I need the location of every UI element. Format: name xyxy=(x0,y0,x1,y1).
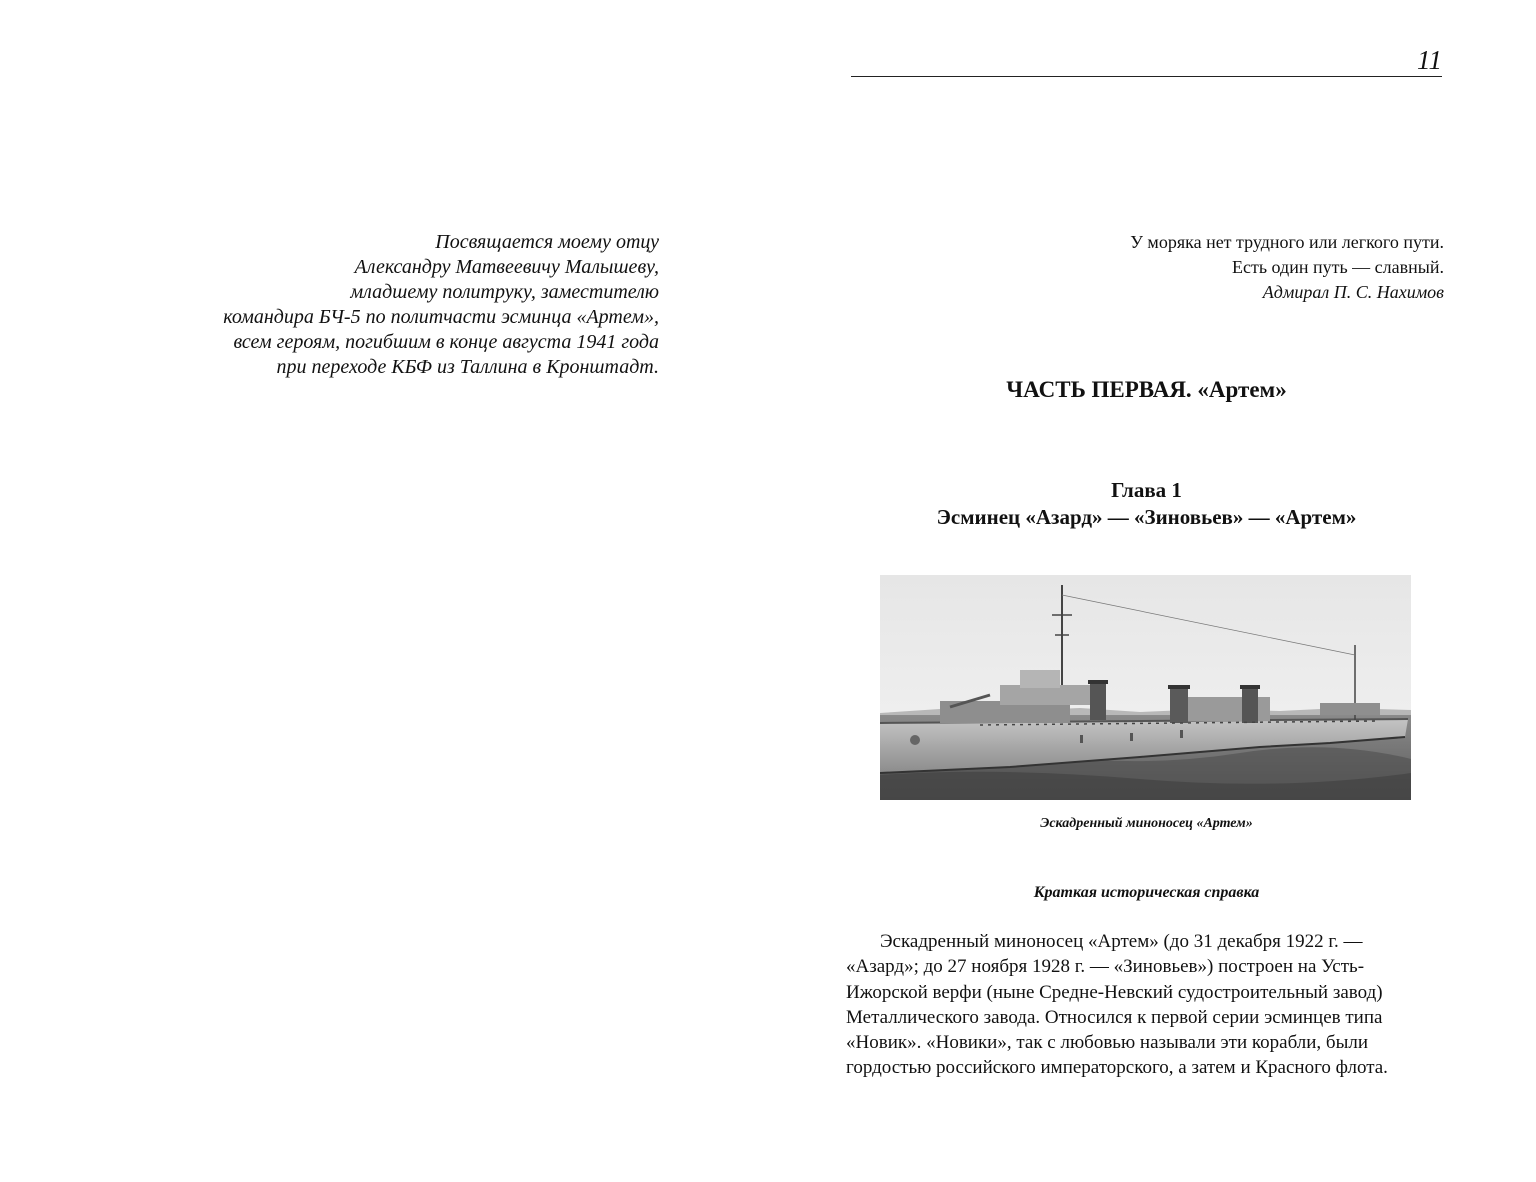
section-title: Краткая историческая справка xyxy=(1033,884,1260,901)
dedication-line: Посвящается моему отцу xyxy=(435,231,659,253)
epigraph-line: У моряка нет трудного или легкого пути. xyxy=(1130,232,1444,252)
dedication xyxy=(139,230,659,380)
photo-caption: Эскадренный миноносец «Артем» xyxy=(1040,816,1253,831)
body-line: Ижорской верфи (ныне Средне-Невский судостроительный завод) xyxy=(846,981,1383,1003)
page-number: 11 xyxy=(1417,45,1442,75)
body-line: гордостью российского императорского, а затем и Красного флота. xyxy=(846,1057,1388,1079)
body-paragraph xyxy=(846,929,1448,1081)
body-line: Металлического завода. Относился к первой серии эсминцев типа xyxy=(846,1006,1383,1028)
body-line: Эскадренный миноносец «Артем» (до 31 декабря 1922 г. — xyxy=(880,931,1363,952)
dedication-line: младшему политруку, заместителю xyxy=(350,281,659,303)
part-title: ЧАСТЬ ПЕРВАЯ. «Артем» xyxy=(1006,377,1287,402)
body-line: «Азард»; до 27 ноября 1928 г. — «Зиновьев») построен на Усть- xyxy=(846,956,1365,978)
chapter-title: Эсминец «Азард» — «Зиновьев» — «Артем» xyxy=(936,505,1357,529)
chapter-number: Глава 1 xyxy=(1111,478,1182,502)
header-rule xyxy=(851,76,1442,77)
dedication-line: Александру Матвеевичу Малышеву, xyxy=(354,256,659,278)
epigraph-line: Есть один путь — славный. xyxy=(1232,257,1444,277)
chapter-heading xyxy=(851,477,1442,531)
epigraph-author: Адмирал П. С. Нахимов xyxy=(1262,282,1444,302)
dedication-line: при переходе КБФ из Таллина в Кронштадт. xyxy=(276,356,659,378)
body-line: «Новик». «Новики», так с любовью называли эти корабли, были xyxy=(846,1032,1368,1054)
dedication-line: всем героям, погибшим в конце августа 1941 года xyxy=(233,331,659,353)
dedication-line: командира БЧ-5 по политчасти эсминца «Артем», xyxy=(223,306,659,328)
epigraph xyxy=(924,230,1444,305)
destroyer-photo xyxy=(880,575,1411,800)
